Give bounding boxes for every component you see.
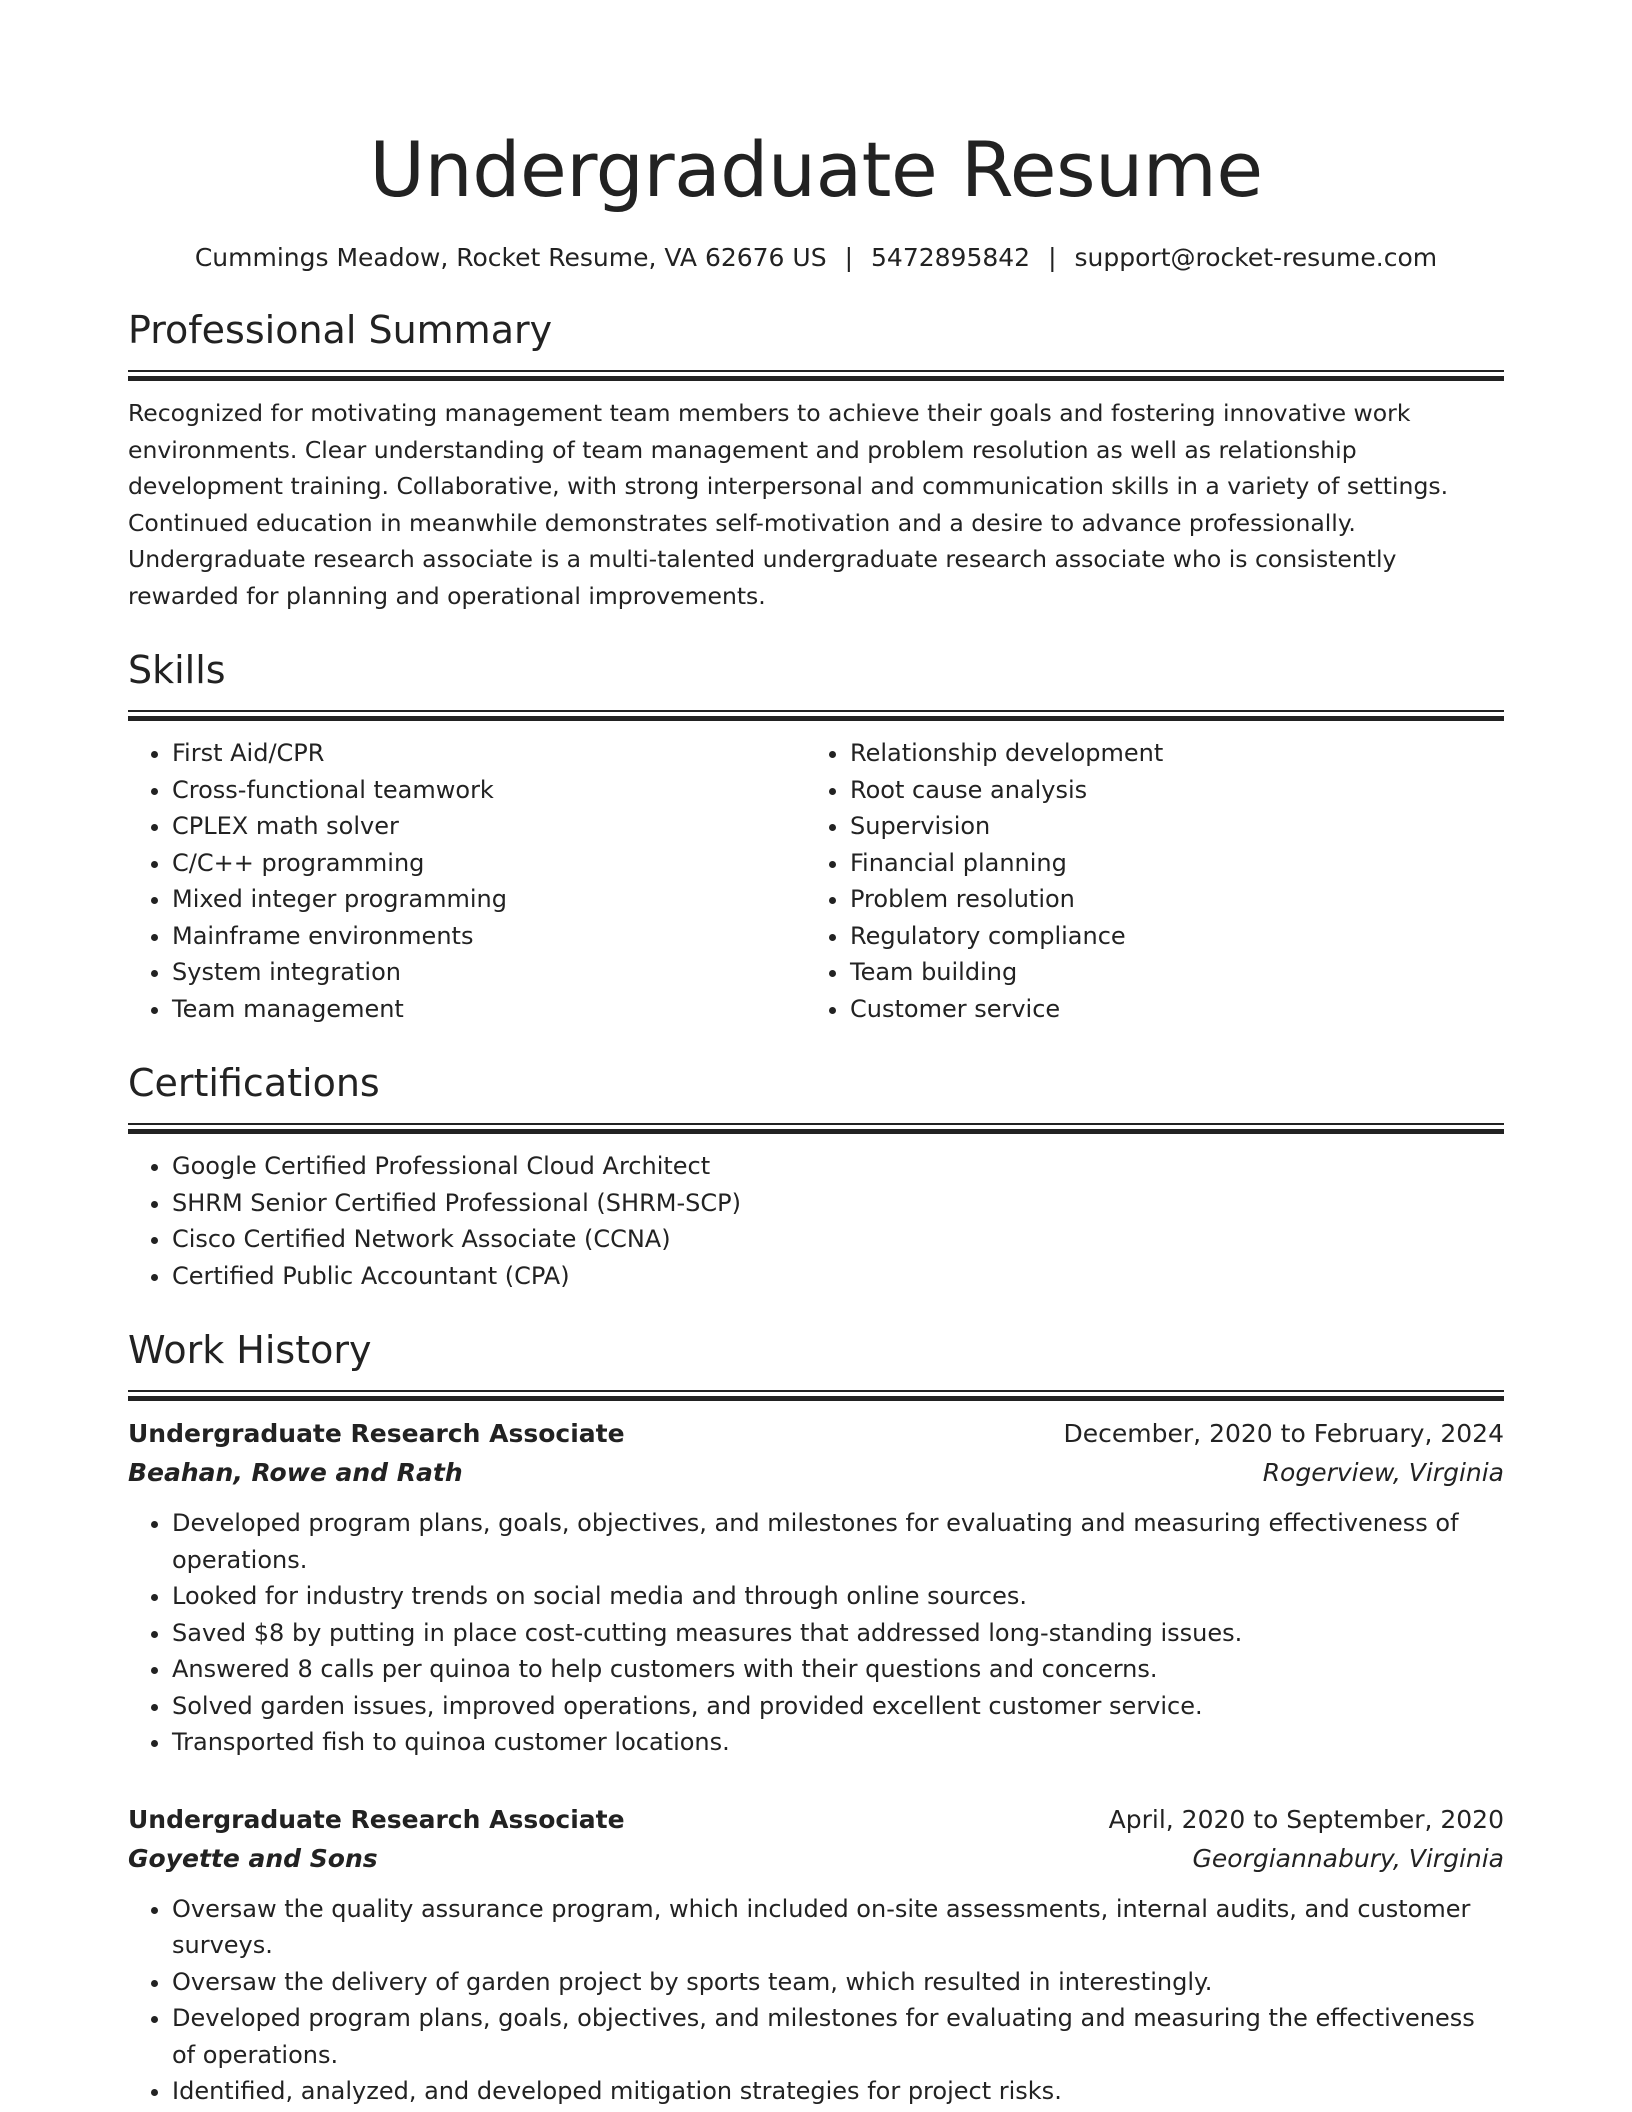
- job-dates: December, 2020 to February, 2024: [1063, 1419, 1504, 1448]
- skill-item: • CPLEX math solver: [172, 808, 806, 845]
- contact-separator: |: [844, 243, 854, 272]
- job-bullets: [128, 1891, 1504, 2110]
- certifications-list: [128, 1148, 1504, 1294]
- section-divider: [128, 370, 1504, 381]
- job-bullet: • Oversaw the delivery of garden project by sports team, which resulted in interestingly.: [172, 1964, 1504, 2001]
- certifications-section: [128, 1057, 1504, 1294]
- job-bullet: • Identified, analyzed, and developed mitigation strategies for project risks.: [172, 2073, 1504, 2110]
- skill-item: • C/C++ programming: [172, 845, 806, 882]
- job-bullet: • Answered 8 calls per quinoa to help customers with their questions and concerns.: [172, 1651, 1504, 1688]
- job-company: Goyette and Sons: [128, 1843, 378, 1873]
- contact-email[interactable]: support@rocket-resume.com: [1074, 243, 1438, 272]
- skills-section: [128, 644, 1504, 1027]
- skill-item: • Financial planning: [850, 845, 1484, 882]
- job-header-row: [128, 1415, 1504, 1453]
- section-title: Professional Summary: [128, 308, 553, 352]
- skill-item: • Team building: [850, 954, 1484, 991]
- skills-grid: [128, 721, 1504, 1027]
- certification-item: • Google Certified Professional Cloud Architect: [172, 1148, 1504, 1185]
- job-title: Undergraduate Research Associate: [128, 1419, 625, 1448]
- job-location: Georgiannabury, Virginia: [1192, 1843, 1504, 1873]
- skill-item: • Team management: [172, 991, 806, 1028]
- section-title: Work History: [128, 1328, 372, 1372]
- section-divider: [128, 710, 1504, 721]
- work-history-section: [128, 1324, 1504, 2110]
- job-location: Rogerview, Virginia: [1262, 1458, 1504, 1487]
- job-company: Beahan, Rowe and Rath: [128, 1458, 463, 1487]
- certification-item: • Certified Public Accountant (CPA): [172, 1258, 1504, 1295]
- job-bullet: • Developed program plans, goals, objectives, and milestones for evaluating and measuring the effectiveness of operations.: [172, 2000, 1504, 2073]
- contact-line: [128, 242, 1504, 274]
- job-company-row: [128, 1839, 1504, 1879]
- skill-item: • Supervision: [850, 808, 1484, 845]
- skill-item: • Problem resolution: [850, 881, 1484, 918]
- certification-item: • SHRM Senior Certified Professional (SHRM-SCP): [172, 1185, 1504, 1222]
- job-header-row: [128, 1801, 1504, 1839]
- job-bullets: [128, 1505, 1504, 1761]
- contact-phone: 5472895842: [871, 243, 1031, 272]
- job-title: Undergraduate Research Associate: [128, 1804, 625, 1834]
- section-title: Certifications: [128, 1061, 380, 1105]
- contact-separator: |: [1048, 243, 1057, 272]
- certification-item: • Cisco Certified Network Associate (CCNA): [172, 1221, 1504, 1258]
- job-bullet: • Saved $8 by putting in place cost-cutting measures that addressed long-standing issues.: [172, 1615, 1504, 1652]
- section-divider: [128, 1123, 1504, 1134]
- job-bullet: • Looked for industry trends on social media and through online sources.: [172, 1578, 1504, 1615]
- skill-item: • Relationship development: [850, 735, 1484, 772]
- summary-section: [128, 304, 1504, 614]
- skill-item: • Mixed integer programming: [172, 881, 806, 918]
- skill-item: • Customer service: [850, 991, 1484, 1028]
- skills-list-right: [806, 735, 1484, 1027]
- resume-title: Undergraduate Resume: [369, 125, 1263, 214]
- job-bullet: • Developed program plans, goals, objectives, and milestones for evaluating and measuring effectiveness of operations.: [172, 1505, 1504, 1578]
- skill-item: • Mainframe environments: [172, 918, 806, 955]
- summary-text: Recognized for motivating management team members to achieve their goals and fostering innovative work environments. Clear understanding of team management and problem resolution as well as relationship development training. Collaborative, with strong interpersonal and communication skills in a variety of settings. Continued education in meanwhile demonstrates self-motivation and a desire to advance professionally. Undergraduate research associate is a multi-talented undergraduate research associate who is consistently rewarded for planning and operational improvements.: [128, 399, 1449, 610]
- skill-item: • First Aid/CPR: [172, 735, 806, 772]
- job-bullet: • Transported fish to quinoa customer locations.: [172, 1724, 1504, 1761]
- skill-item: • Cross-functional teamwork: [172, 772, 806, 809]
- job-company-row: [128, 1453, 1504, 1493]
- section-title: Skills: [128, 648, 226, 692]
- job-entry: [128, 1801, 1504, 2110]
- skill-item: • Root cause analysis: [850, 772, 1484, 809]
- skill-item: • System integration: [172, 954, 806, 991]
- contact-address: Cummings Meadow, Rocket Resume, VA 62676 US: [194, 243, 827, 272]
- resume-page: [128, 120, 1504, 2110]
- job-bullet: • Solved garden issues, improved operations, and provided excellent customer service.: [172, 1688, 1504, 1725]
- skills-list-left: [128, 735, 806, 1027]
- job-entry: [128, 1415, 1504, 1761]
- job-bullet: • Oversaw the quality assurance program, which included on-site assessments, internal audits, and customer surveys.: [172, 1891, 1504, 1964]
- job-dates: April, 2020 to September, 2020: [1108, 1804, 1504, 1834]
- skill-item: • Regulatory compliance: [850, 918, 1484, 955]
- section-divider: [128, 1390, 1504, 1401]
